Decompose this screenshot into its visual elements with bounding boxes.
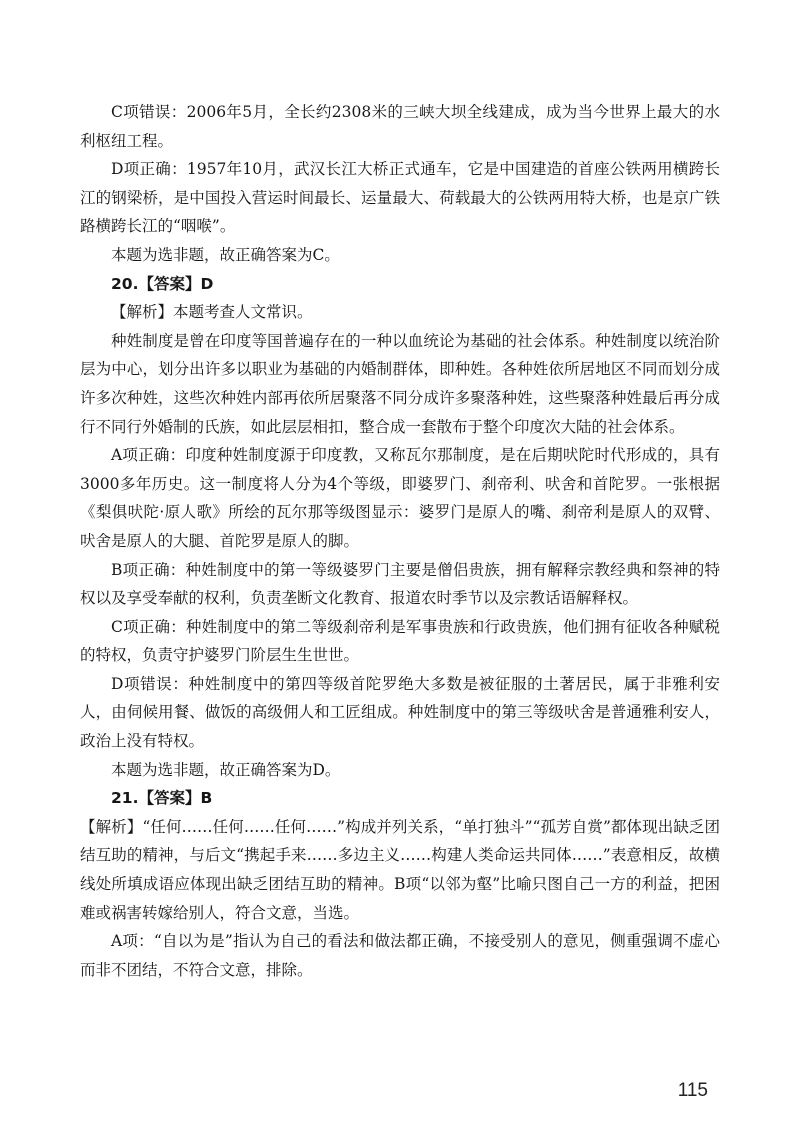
paragraph-q19-conclusion: 本题为选非题，故正确答案为C。 <box>111 245 340 264</box>
paragraph-caste-intro: 种姓制度是曾在印度等国普遍存在的一种以血统论为基础的社会体系。种姓制度以统治阶层为中心，划分出许多以职业为基础的内婚制群体，即种姓。各种姓依所居地区不同而划分成许多次种姓，这些次种姓内部再依所居聚落不同分成许多聚落种姓，这些聚落种姓最后再分成行不同行外婚制的氏族，如此层层相扣，整合成一套散布于整个印度次大陆的社会体系。 <box>80 331 720 436</box>
paragraph-q21-analysis: 【解析】“任何……任何……任何……”构成并列关系，“单打独斗”“孤芳自赏”都体现出缺乏团结互助的精神，与后文“携起手来……多边主义……构建人类命运共同体……”表意相反，故横线处所填成语应体现出缺乏团结互助的精神。B项“以邻为壑”比喻只图自己一方的利益，把困难或祸害转嫁给别人，符合文意，当选。 <box>80 817 720 922</box>
question-21-answer-heading: 21.【答案】B <box>111 789 213 808</box>
paragraph-b-option-correct: B项正确：种姓制度中的第一等级婆罗门主要是僧侣贵族，拥有解释宗教经典和祭神的特权以及享受奉献的权利，负责垄断文化教育、报道农时季节以及宗教话语解释权。 <box>80 560 720 608</box>
paragraph-q20-conclusion: 本题为选非题，故正确答案为D。 <box>111 760 341 779</box>
paragraph-q21-a-option: A项：“自以为是”指认为自己的看法和做法都正确，不接受别人的意见，侧重强调不虚心而非不团结，不符合文意，排除。 <box>80 932 720 979</box>
paragraph-d-option-correct: D项正确：1957年10月，武汉长江大桥正式通车，它是中国建造的首座公铁两用横跨长江的钢梁桥，是中国投入营运时间最长、运量最大、荷载最大的公铁两用特大桥，也是京广铁路横跨长江的“咽喉”。 <box>80 160 720 236</box>
question-20-answer-heading: 20.【答案】D <box>111 274 214 293</box>
paragraph-a-option-correct: A项正确：印度种姓制度源于印度教，又称瓦尔那制度，是在后期吠陀时代形成的，具有3000多年历史。这一制度将人分为4个等级，即婆罗门、刹帝利、吠舍和首陀罗。一张根据《梨俱吠陀·原人歌》所绘的瓦尔那等级图显示：婆罗门是原人的嘴、刹帝利是原人的双臂、吠舍是原人的大腿、首陀罗是原人的脚。 <box>80 446 720 550</box>
question-20-analysis-label: 【解析】本题考查人文常识。 <box>111 303 313 322</box>
answer-explanation-body <box>80 98 720 984</box>
paragraph-c-option-wrong: C项错误：2006年5月，全长约2308米的三峡大坝全线建成，成为当今世界上最大的水利枢纽工程。 <box>80 103 720 150</box>
paragraph-d-option-wrong: D项错误：种姓制度中的第四等级首陀罗绝大多数是被征服的土著居民，属于非雅利安人，由伺候用餐、做饭的高级佣人和工匠组成。种姓制度中的第三等级吠舍是普通雅利安人，政治上没有特权。 <box>80 674 720 751</box>
page-number: 115 <box>677 1080 708 1101</box>
paragraph-c-option-correct: C项正确：种姓制度中的第二等级刹帝利是军事贵族和行政贵族，他们拥有征收各种赋税的特权，负责守护婆罗门阶层生生世世。 <box>80 617 720 665</box>
